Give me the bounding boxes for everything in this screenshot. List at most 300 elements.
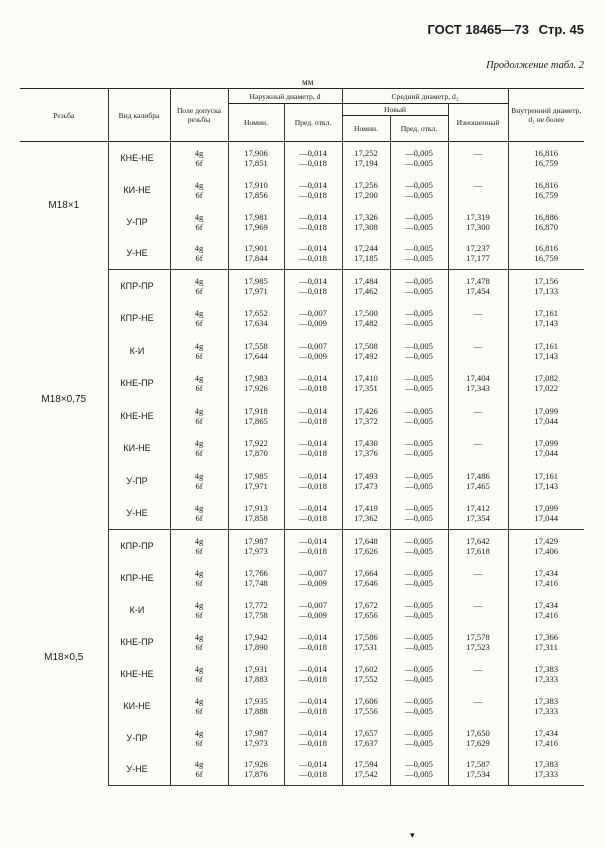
outer-nominal-line: 17,973: [244, 545, 268, 556]
col-pitch-diameter: Средний диаметр, d₂: [342, 89, 508, 104]
worn-value-line: [449, 578, 508, 588]
pitch-nominal-line: 17,362: [354, 513, 378, 523]
pitch-deviation: [390, 658, 448, 690]
tolerance-field: [170, 206, 228, 238]
outer-nominal: [228, 690, 284, 722]
outer-deviation-line: —0,018: [299, 705, 327, 716]
outer-deviation-line: —0,014: [299, 663, 327, 674]
outer-nominal: [228, 432, 284, 465]
outer-nominal-line: 17,913: [244, 503, 268, 513]
pitch-deviation-line: —0,005: [405, 350, 433, 361]
tolerance-field: [170, 497, 228, 530]
gauge-type: У-НЕ: [108, 497, 170, 530]
gauge-type: КИ-НЕ: [108, 690, 170, 722]
outer-deviation-line: —0,018: [299, 545, 327, 556]
tolerance-field-line: 6f: [195, 673, 203, 684]
gauge-type: КПР-НЕ: [108, 302, 170, 335]
gauge-type: КИ-НЕ: [108, 432, 170, 465]
pitch-deviation-line: —0,005: [405, 503, 433, 513]
worn-value: [448, 626, 508, 658]
gauge-type: К-И: [108, 594, 170, 626]
worn-value: [448, 497, 508, 530]
inner-diameter-line: 17,416: [534, 737, 559, 748]
worn-value-line: 17,354: [466, 513, 490, 523]
pitch-nominal: [342, 722, 390, 754]
pitch-nominal-line: 17,252: [354, 147, 378, 158]
tolerance-field: [170, 432, 228, 465]
worn-value: [448, 335, 508, 368]
pitch-deviation-line: —0,005: [405, 286, 433, 296]
tolerance-field-line: 6f: [195, 545, 203, 556]
col-outer-diameter: Наружный диаметр, d: [228, 89, 342, 104]
table-row: [20, 142, 584, 174]
worn-value: [448, 562, 508, 594]
gauge-type: КНЕ-ПР: [108, 367, 170, 400]
inner-diameter-line: 17,406: [534, 545, 559, 556]
gauge-type: У-ПР: [108, 206, 170, 238]
pitch-deviation-line: —0,005: [405, 727, 433, 738]
col-outer-deviation: Пред. откл.: [284, 104, 342, 142]
tolerance-field-line: 4g: [194, 759, 204, 770]
outer-nominal: [228, 206, 284, 238]
worn-value-line: 17,454: [466, 286, 490, 296]
pitch-deviation-line: —0,005: [405, 340, 433, 351]
gauge-type: КПР-НЕ: [108, 562, 170, 594]
pitch-deviation-line: —0,005: [405, 759, 433, 770]
inner-diameter: [508, 367, 584, 400]
outer-deviation-line: —0,014: [299, 535, 327, 546]
pitch-nominal-line: 17,244: [354, 243, 378, 254]
tolerance-field: [170, 658, 228, 690]
pitch-deviation: [390, 432, 448, 465]
outer-nominal-line: 17,858: [244, 513, 268, 523]
pitch-nominal-line: 17,602: [354, 663, 378, 674]
tolerance-field-line: 4g: [194, 535, 204, 546]
inner-diameter-line: 17,333: [534, 673, 559, 684]
tolerance-field-line: 4g: [194, 243, 204, 254]
pitch-deviation-line: —0,005: [405, 157, 433, 168]
outer-deviation-line: —0,014: [299, 503, 327, 513]
pitch-nominal-line: 17,637: [354, 737, 378, 748]
outer-deviation-line: —0,007: [299, 308, 327, 319]
pitch-deviation: [390, 594, 448, 626]
outer-nominal-line: 17,987: [244, 727, 268, 738]
inner-diameter: [508, 722, 584, 754]
pitch-deviation-line: —0,005: [405, 470, 433, 481]
inner-diameter-line: 17,143: [534, 480, 559, 491]
inner-diameter-line: 17,383: [534, 695, 559, 706]
pitch-nominal-line: 17,500: [354, 308, 378, 319]
outer-deviation-line: —0,018: [299, 673, 327, 684]
outer-deviation-line: —0,018: [299, 383, 327, 394]
outer-deviation-line: —0,014: [299, 727, 327, 738]
pitch-deviation-line: —0,005: [405, 609, 433, 620]
outer-nominal: [228, 465, 284, 498]
worn-value-line: —: [473, 340, 483, 351]
worn-value-line: —: [473, 405, 483, 416]
outer-nominal-line: 17,883: [244, 673, 268, 684]
outer-deviation: [284, 400, 342, 433]
outer-nominal-line: 17,865: [244, 415, 268, 426]
outer-deviation: [284, 754, 342, 786]
outer-nominal-line: 17,987: [244, 535, 268, 546]
inner-diameter-line: 17,434: [534, 599, 559, 610]
tolerance-field-line: 6f: [195, 383, 203, 394]
thread-designation: M18×0,5: [20, 530, 108, 786]
pitch-nominal-line: 17,256: [354, 179, 378, 190]
tolerance-field-line: 6f: [195, 480, 203, 491]
pitch-deviation-line: —0,005: [405, 405, 433, 416]
table-body: [20, 142, 584, 786]
pitch-deviation-line: —0,005: [405, 276, 433, 286]
tolerance-field-line: 4g: [194, 211, 204, 222]
pitch-nominal: [342, 658, 390, 690]
pitch-deviation-line: —0,005: [405, 438, 433, 449]
inner-diameter-line: 17,434: [534, 567, 559, 578]
outer-deviation: [284, 626, 342, 658]
outer-deviation: [284, 465, 342, 498]
outer-nominal-line: 17,971: [244, 480, 268, 491]
inner-diameter-line: 17,156: [534, 276, 559, 286]
outer-nominal: [228, 335, 284, 368]
outer-nominal-line: 17,901: [244, 243, 268, 254]
col-pitch-deviation: Пред. откл.: [390, 116, 448, 142]
pitch-deviation-line: —0,005: [405, 221, 433, 232]
tolerance-field: [170, 367, 228, 400]
outer-nominal: [228, 562, 284, 594]
outer-nominal-line: 17,926: [244, 383, 268, 394]
pitch-nominal: [342, 142, 390, 174]
thread-designation: M18×0,75: [20, 270, 108, 530]
tolerance-field-line: 6f: [195, 253, 203, 264]
outer-nominal-line: 17,870: [244, 448, 268, 459]
tolerance-field-line: 4g: [194, 308, 204, 319]
table-row: [20, 270, 584, 303]
col-gauge-type: Вид калибра: [108, 89, 170, 142]
pitch-deviation: [390, 367, 448, 400]
outer-nominal-line: 17,558: [244, 340, 268, 351]
outer-deviation-line: —0,018: [299, 769, 327, 780]
pitch-deviation-line: —0,005: [405, 545, 433, 556]
pitch-deviation-line: —0,005: [405, 383, 433, 394]
outer-deviation-line: —0,009: [299, 609, 327, 620]
gauge-table: [20, 88, 584, 786]
pitch-deviation: [390, 335, 448, 368]
inner-diameter-line: 17,311: [534, 641, 558, 652]
outer-deviation-line: —0,014: [299, 438, 327, 449]
pitch-nominal-line: 17,185: [354, 253, 378, 264]
pitch-deviation-line: —0,005: [405, 567, 433, 578]
worn-value-line: [449, 351, 508, 361]
inner-diameter-line: 17,383: [534, 759, 559, 770]
worn-value-line: —: [473, 695, 483, 706]
tolerance-field: [170, 302, 228, 335]
pitch-deviation: [390, 238, 448, 270]
col-outer-nominal: Номин.: [228, 104, 284, 142]
tolerance-field-line: 6f: [195, 609, 203, 620]
inner-diameter-line: 16,816: [534, 147, 559, 158]
pitch-nominal-line: 17,200: [354, 189, 378, 200]
worn-value: [448, 690, 508, 722]
tolerance-field-line: 6f: [195, 737, 203, 748]
inner-diameter-line: 17,044: [534, 415, 559, 426]
outer-nominal-line: 17,985: [244, 276, 268, 286]
outer-nominal-line: 17,981: [244, 211, 268, 222]
table-row: [20, 530, 584, 562]
pitch-nominal-line: 17,531: [354, 641, 378, 652]
outer-nominal-line: 17,935: [244, 695, 268, 706]
tolerance-field-line: 6f: [195, 641, 203, 652]
inner-diameter: [508, 562, 584, 594]
outer-deviation-line: —0,018: [299, 480, 327, 491]
tolerance-field-line: 6f: [195, 415, 203, 426]
inner-diameter-line: 17,044: [534, 513, 559, 523]
worn-value-line: 17,629: [466, 737, 490, 748]
pitch-nominal-line: 17,648: [354, 535, 378, 546]
outer-deviation-line: —0,014: [299, 211, 327, 222]
col-tolerance: Поле допуска резьбы: [170, 89, 228, 142]
worn-value-line: [449, 190, 508, 200]
gauge-type: КНЕ-ПР: [108, 626, 170, 658]
gauge-type: У-НЕ: [108, 238, 170, 270]
outer-nominal: [228, 400, 284, 433]
worn-value: [448, 432, 508, 465]
outer-deviation: [284, 142, 342, 174]
pitch-nominal-line: 17,410: [354, 373, 378, 384]
gauge-type: КНЕ-НЕ: [108, 400, 170, 433]
inner-diameter-line: 17,082: [534, 373, 559, 384]
tolerance-field: [170, 562, 228, 594]
outer-deviation-line: —0,014: [299, 631, 327, 642]
tolerance-field: [170, 690, 228, 722]
pitch-nominal-line: 17,586: [354, 631, 378, 642]
pitch-deviation: [390, 465, 448, 498]
pitch-nominal-line: 17,372: [354, 415, 378, 426]
outer-nominal-line: 17,772: [244, 599, 268, 610]
pitch-deviation-line: —0,005: [405, 535, 433, 546]
outer-nominal-line: 17,844: [244, 253, 268, 264]
worn-value: [448, 754, 508, 786]
pitch-nominal-line: 17,351: [354, 383, 378, 394]
gauge-type: КНЕ-НЕ: [108, 142, 170, 174]
inner-diameter: [508, 270, 584, 303]
tolerance-field: [170, 270, 228, 303]
outer-nominal: [228, 174, 284, 206]
inner-diameter-line: 17,434: [534, 727, 559, 738]
outer-deviation-line: —0,009: [299, 318, 327, 329]
thread-gauge-dimensions-table: [20, 88, 584, 786]
pitch-nominal: [342, 626, 390, 658]
pitch-nominal-line: 17,656: [354, 609, 378, 620]
gauge-type: К-И: [108, 335, 170, 368]
outer-deviation-line: —0,018: [299, 513, 327, 523]
pitch-deviation: [390, 142, 448, 174]
worn-value-line: —: [473, 438, 483, 449]
tolerance-field-line: 6f: [195, 189, 203, 200]
outer-deviation-line: —0,009: [299, 577, 327, 588]
outer-nominal-line: 17,851: [244, 157, 268, 168]
worn-value-line: [449, 448, 508, 458]
worn-value-line: 17,587: [466, 759, 490, 770]
outer-deviation: [284, 335, 342, 368]
pitch-nominal-line: 17,419: [354, 503, 378, 513]
outer-deviation: [284, 562, 342, 594]
outer-nominal: [228, 270, 284, 303]
pitch-nominal: [342, 174, 390, 206]
outer-deviation: [284, 302, 342, 335]
pitch-nominal-line: 17,473: [354, 480, 378, 491]
inner-diameter-line: 17,099: [534, 438, 559, 449]
outer-nominal-line: 17,644: [244, 350, 268, 361]
inner-diameter-line: 16,886: [534, 211, 559, 222]
worn-value-line: 17,319: [466, 211, 490, 222]
worn-value-line: 17,478: [466, 276, 490, 286]
outer-deviation: [284, 497, 342, 530]
gauge-type: У-НЕ: [108, 754, 170, 786]
standard-number: ГОСТ 18465—73: [427, 22, 529, 37]
outer-nominal-line: 17,926: [244, 759, 268, 770]
pitch-deviation-line: —0,005: [405, 415, 433, 426]
tolerance-field: [170, 465, 228, 498]
pitch-nominal: [342, 690, 390, 722]
outer-nominal-line: 17,942: [244, 631, 268, 642]
outer-nominal-line: 17,748: [244, 577, 268, 588]
outer-nominal: [228, 302, 284, 335]
outer-deviation-line: —0,014: [299, 759, 327, 770]
worn-value-line: 17,300: [466, 221, 490, 232]
pitch-deviation: [390, 530, 448, 562]
page-number: Стр. 45: [538, 22, 584, 37]
tolerance-field-line: 6f: [195, 448, 203, 459]
tolerance-field-line: 4g: [194, 438, 204, 449]
pitch-deviation-line: —0,005: [405, 641, 433, 652]
tolerance-field: [170, 626, 228, 658]
outer-nominal: [228, 722, 284, 754]
outer-deviation-line: —0,014: [299, 179, 327, 190]
pitch-nominal: [342, 594, 390, 626]
tolerance-field-line: 6f: [195, 577, 203, 588]
pitch-deviation-line: —0,005: [405, 663, 433, 674]
tolerance-field-line: 4g: [194, 470, 204, 481]
worn-value: [448, 142, 508, 174]
pitch-nominal-line: 17,606: [354, 695, 378, 706]
pitch-nominal: [342, 530, 390, 562]
outer-nominal-line: 17,985: [244, 470, 268, 481]
inner-diameter-line: 17,366: [534, 631, 559, 642]
pitch-deviation-line: —0,005: [405, 631, 433, 642]
pitch-nominal-line: 17,594: [354, 759, 378, 770]
pitch-nominal-line: 17,426: [354, 405, 378, 416]
inner-diameter: [508, 658, 584, 690]
pitch-deviation-line: —0,005: [405, 147, 433, 158]
pitch-deviation: [390, 626, 448, 658]
outer-nominal-line: 17,634: [244, 318, 268, 329]
pitch-deviation-line: —0,005: [405, 577, 433, 588]
outer-nominal-line: 17,983: [244, 373, 268, 384]
col-inner-diameter: Внутренний диаметр, d₁ не более: [508, 89, 584, 142]
outer-nominal-line: 17,973: [244, 737, 268, 748]
worn-value-line: [449, 610, 508, 620]
worn-value-line: [449, 706, 508, 716]
inner-diameter-line: 17,022: [534, 383, 559, 394]
outer-deviation: [284, 432, 342, 465]
inner-diameter-line: 17,044: [534, 448, 559, 459]
footer-mark: ▾: [410, 830, 415, 840]
outer-nominal-line: 17,876: [244, 769, 268, 780]
pitch-nominal-line: 17,482: [354, 318, 378, 329]
worn-value-line: 17,534: [466, 769, 490, 780]
pitch-nominal-line: 17,672: [354, 599, 378, 610]
pitch-deviation-line: —0,005: [405, 189, 433, 200]
inner-diameter: [508, 497, 584, 530]
worn-value: [448, 206, 508, 238]
pitch-nominal: [342, 754, 390, 786]
gauge-type: У-ПР: [108, 722, 170, 754]
pitch-nominal-line: 17,484: [354, 276, 378, 286]
thread-designation: M18×1: [20, 142, 108, 270]
worn-value-line: 17,177: [466, 253, 490, 264]
inner-diameter: [508, 238, 584, 270]
pitch-deviation: [390, 270, 448, 303]
outer-deviation: [284, 174, 342, 206]
worn-value-line: —: [473, 179, 483, 190]
pitch-deviation-line: —0,005: [405, 673, 433, 684]
tolerance-field-line: 4g: [194, 503, 204, 513]
tolerance-field: [170, 722, 228, 754]
inner-diameter-line: 16,816: [534, 243, 559, 254]
pitch-deviation: [390, 754, 448, 786]
inner-diameter: [508, 626, 584, 658]
outer-nominal-line: 17,971: [244, 286, 268, 296]
pitch-nominal: [342, 302, 390, 335]
outer-deviation: [284, 690, 342, 722]
pitch-deviation-line: —0,005: [405, 308, 433, 319]
worn-value-line: —: [473, 599, 483, 610]
pitch-deviation: [390, 174, 448, 206]
pitch-nominal-line: 17,508: [354, 340, 378, 351]
outer-deviation-line: —0,007: [299, 599, 327, 610]
pitch-nominal: [342, 465, 390, 498]
pitch-deviation: [390, 690, 448, 722]
outer-nominal-line: 17,910: [244, 179, 268, 190]
pitch-nominal: [342, 238, 390, 270]
inner-diameter: [508, 400, 584, 433]
table-header: [20, 89, 584, 142]
inner-diameter: [508, 530, 584, 562]
pitch-deviation-line: —0,005: [405, 211, 433, 222]
pitch-nominal-line: 17,556: [354, 705, 378, 716]
worn-value-line: 17,412: [466, 503, 490, 513]
outer-deviation-line: —0,014: [299, 405, 327, 416]
inner-diameter: [508, 432, 584, 465]
tolerance-field: [170, 238, 228, 270]
inner-diameter-line: 17,133: [534, 286, 559, 296]
tolerance-field-line: 4g: [194, 695, 204, 706]
pitch-nominal-line: 17,430: [354, 438, 378, 449]
worn-value-line: 17,523: [466, 641, 490, 652]
tolerance-field-line: 4g: [194, 179, 204, 190]
outer-nominal: [228, 626, 284, 658]
inner-diameter: [508, 302, 584, 335]
worn-value-line: [449, 674, 508, 684]
col-new: Новый: [342, 104, 448, 116]
pitch-nominal-line: 17,657: [354, 727, 378, 738]
worn-value: [448, 465, 508, 498]
inner-diameter-line: 17,143: [534, 350, 559, 361]
outer-nominal: [228, 142, 284, 174]
outer-deviation-line: —0,014: [299, 147, 327, 158]
worn-value: [448, 270, 508, 303]
